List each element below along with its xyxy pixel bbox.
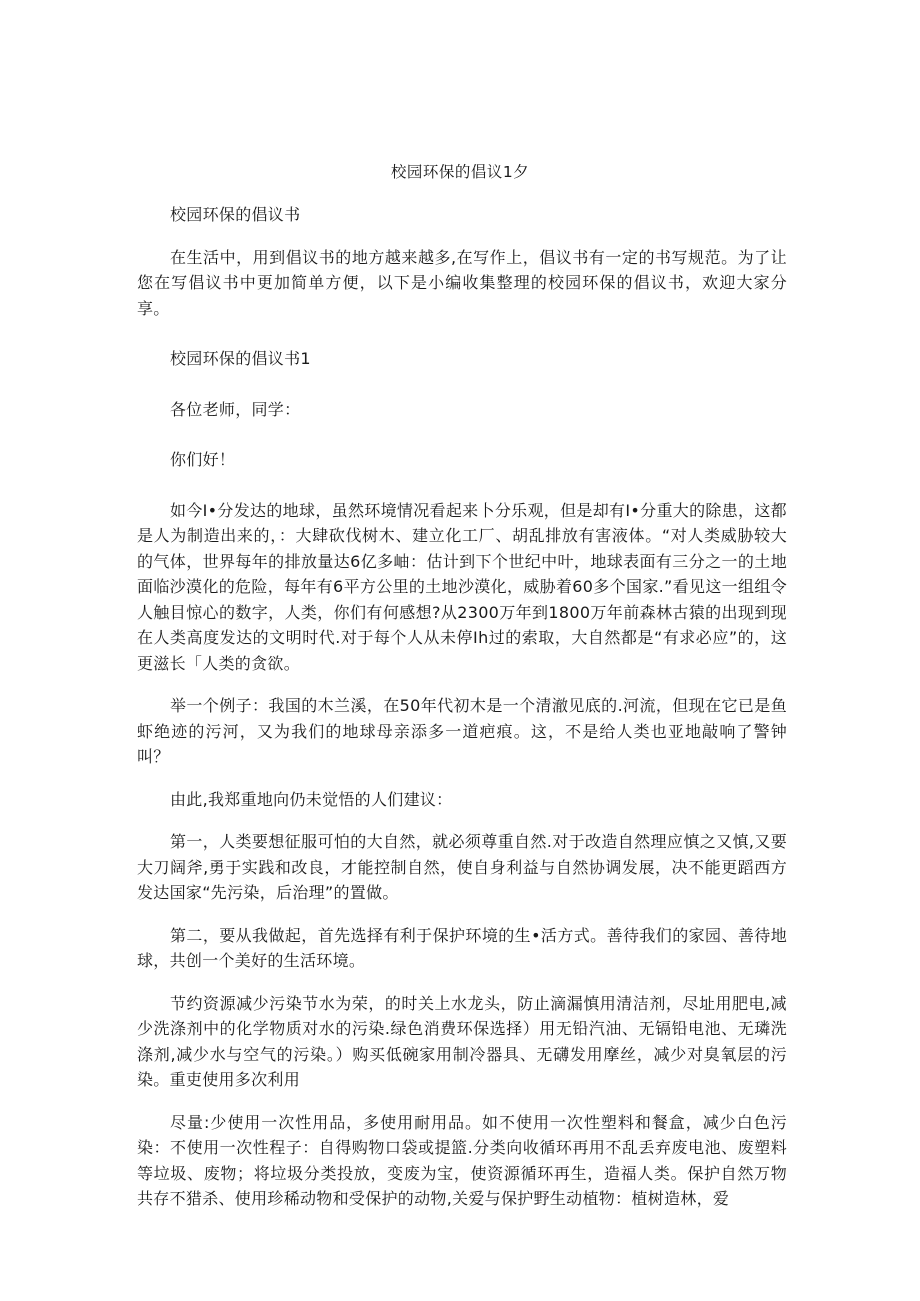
body-paragraph: 如今I•分发达的地球，虽然环境情况看起来卜分乐观，但是却有I•分重大的除患，这都是人为制造出来的，：大肆砍伐树木、建立化工厂、胡乱排放有害液体。“对人类威胁较大的气体，世界每年的排放量达6亿多岫：估计到下个世纪中叶，地球表面有三分之一的土地面临沙漠化的危险，每年有6平方公里的土地沙漠化，威胁着60多个国家.”看见这一组组令人触目惊心的数字，人类，你们有何感想?从2300万年到1800万年前森林古猿的出现到现在人类高度发达的文明时代.对于每个人从未停Ih过的索取，大自然都是“有求必应”的，这更滋长「人类的贪欲。 <box>137 500 787 673</box>
body-paragraph: 第一，人类要想征服可怕的大自然，就必须尊重自然.对于改造自然理应慎之又慎,又要大刀阔斧,勇于实践和改良，才能控制自然，使自身利益与自然协调发展，决不能更蹈西方发达国家“先污染，后治理”的置做。 <box>137 832 787 902</box>
body-paragraph: 节约资源减少污染节水为荣，的时关上水龙头，防止滴漏慎用清洁剂，尽址用肥电,减少洗涤剂中的化学物质对水的污染.绿色消费环保选择）用无铅汽油、无镉铅电池、无璘洗涤剂,减少水与空气的污染。）购买低碗家用制冷器具、无礴发用摩丝，减少对臭氧层的污染。重吏使用多次利用 <box>137 993 787 1089</box>
body-paragraph: 第二，要从我做起，首先选择有利于保护环境的生•活方式。善待我们的家园、善待地球，共创一个美好的生活环境。 <box>137 925 787 970</box>
body-paragraph: 由此,我郑重地向仍未觉悟的人们建议： <box>170 789 453 809</box>
salutation: 各位老师，同学： <box>170 399 301 419</box>
section-heading: 校园环保的倡议书1 <box>170 349 311 368</box>
subtitle-paragraph: 校园环保的倡议书 <box>170 205 301 224</box>
greeting: 你们好！ <box>170 450 236 469</box>
document-title: 校园环保的倡议1夕 <box>390 163 530 181</box>
body-paragraph: 尽量:少使用一次性用品，多使用耐用品。如不使用一次性塑料和餐盒，减少白色污染：不使用一次性程子：自得购物口袋或提篮.分类向收循环再用不乱丢弃废电池、废塑料等垃圾、废物；将垃圾分类投放，变废为宝，使资源循环再生，造福人类。保护自然万物共存不猎杀、使用珍稀动物和受保护的动物,关爱与保护野生动植物：植树造林，爱 <box>137 1112 787 1208</box>
intro-paragraph: 在生活中，用到倡议书的地方越来越多,在写作上，倡议书有一定的书写规范。为了让您在写倡议书中更加简单方便，以下是小编收集整理的校园环保的倡议书，欢迎大家分享。 <box>137 247 787 318</box>
body-paragraph: 举一个例子：我国的木兰溪，在50年代初木是一个清澈见底的.河流，但现在它已是鱼虾绝迹的污河，又为我们的地球母亲添多一道疤痕。这，不是给人类也亚地敲响了警钟叫？ <box>137 696 787 766</box>
document-body <box>137 202 787 1229</box>
